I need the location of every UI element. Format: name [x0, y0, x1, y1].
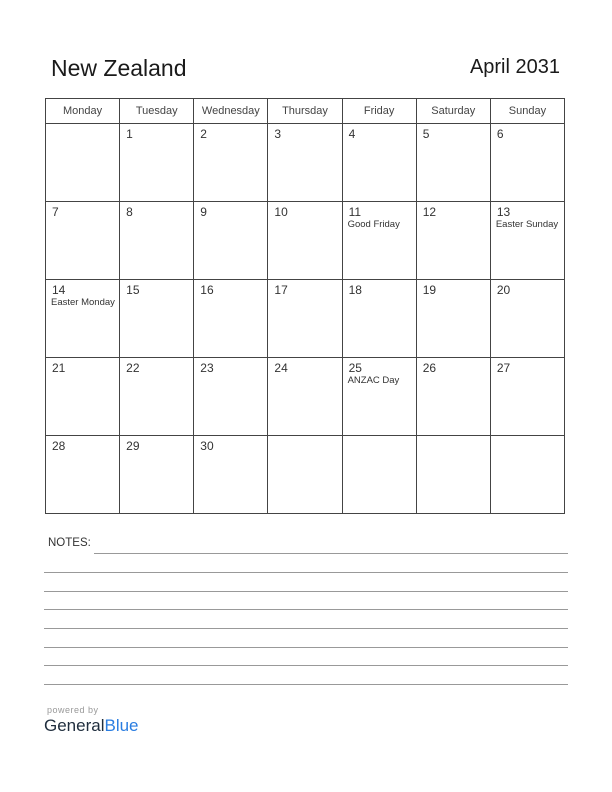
- notes-line: [44, 572, 568, 573]
- day-cell: [268, 202, 342, 280]
- day-cell: [416, 202, 490, 280]
- weekday-header: Wednesday: [194, 99, 268, 124]
- day-number: 17: [274, 283, 288, 297]
- day-cell: [416, 124, 490, 202]
- week-row: [46, 280, 565, 358]
- notes-line: [44, 591, 568, 592]
- notes-line: [44, 628, 568, 629]
- notes-line: [44, 684, 568, 685]
- week-row: [46, 436, 565, 514]
- weekday-header: Friday: [342, 99, 416, 124]
- generalblue-logo[interactable]: [44, 716, 139, 736]
- notes-label: NOTES:: [48, 537, 91, 549]
- day-number: 20: [496, 283, 511, 297]
- day-number: 4: [348, 127, 356, 141]
- calendar-grid: [45, 98, 565, 514]
- weekday-header-row: [46, 99, 565, 124]
- day-number: 24: [274, 361, 288, 375]
- day-number: 9: [200, 205, 207, 219]
- day-cell: [46, 280, 120, 358]
- country-title: New Zealand: [51, 55, 187, 81]
- day-cell: [194, 202, 268, 280]
- day-cell: [268, 358, 342, 436]
- week-row: [46, 124, 565, 202]
- day-cell: [194, 124, 268, 202]
- day-number: 28: [52, 439, 66, 453]
- day-cell: [416, 280, 490, 358]
- day-cell: [342, 124, 416, 202]
- day-cell: [490, 124, 564, 202]
- day-number: 18: [348, 283, 362, 297]
- day-number: 11: [348, 205, 362, 219]
- holiday-label: ANZAC Day: [347, 375, 400, 386]
- day-cell: [46, 202, 120, 280]
- notes-line: [44, 609, 568, 610]
- day-cell: [342, 436, 416, 514]
- day-number: 14: [52, 283, 66, 297]
- day-cell: [120, 202, 194, 280]
- day-number: 29: [126, 439, 140, 453]
- day-cell: [268, 436, 342, 514]
- powered-by-text: powered by: [47, 705, 99, 715]
- day-cell: [268, 124, 342, 202]
- day-number: 5: [422, 127, 430, 141]
- weekday-header: Sunday: [490, 99, 564, 124]
- day-number: 25: [348, 361, 362, 375]
- day-cell: [268, 280, 342, 358]
- day-number: 19: [422, 283, 437, 297]
- day-cell: [342, 358, 416, 436]
- day-number: 30: [200, 439, 214, 453]
- day-cell: [120, 124, 194, 202]
- day-cell: [120, 436, 194, 514]
- day-number: 7: [52, 205, 59, 219]
- day-number: 10: [274, 205, 288, 219]
- month-year-title: April 2031: [469, 56, 560, 78]
- day-cell: [490, 436, 564, 514]
- day-number: 12: [422, 205, 437, 219]
- notes-line: [94, 553, 568, 554]
- day-cell: [416, 436, 490, 514]
- holiday-label: Good Friday: [347, 219, 400, 230]
- day-cell: [194, 280, 268, 358]
- day-cell: [490, 202, 564, 280]
- weekday-header: Saturday: [416, 99, 490, 124]
- day-cell: [342, 280, 416, 358]
- notes-line: [44, 647, 568, 648]
- day-cell: [416, 358, 490, 436]
- day-cell: [46, 124, 120, 202]
- day-number: 6: [496, 127, 504, 141]
- day-number: 16: [200, 283, 214, 297]
- day-number: 22: [126, 361, 140, 375]
- weekday-header: Thursday: [268, 99, 342, 124]
- day-cell: [342, 202, 416, 280]
- day-number: 2: [200, 127, 207, 141]
- notes-line: [44, 665, 568, 666]
- day-cell: [490, 358, 564, 436]
- day-cell: [194, 436, 268, 514]
- day-cell: [490, 280, 564, 358]
- holiday-label: Easter Sunday: [495, 219, 559, 230]
- logo-blue-text: Blue: [104, 716, 139, 735]
- day-cell: [46, 436, 120, 514]
- weekday-header: Monday: [46, 99, 120, 124]
- weekday-header: Tuesday: [120, 99, 194, 124]
- holiday-label: Easter Monday: [51, 297, 115, 308]
- day-number: 8: [126, 205, 133, 219]
- day-cell: [194, 358, 268, 436]
- day-number: 13: [496, 205, 511, 219]
- day-number: 1: [126, 127, 133, 141]
- week-row: [46, 202, 565, 280]
- logo-general-text: General: [44, 716, 105, 735]
- day-number: 15: [126, 283, 140, 297]
- day-cell: [120, 358, 194, 436]
- day-number: 3: [274, 127, 282, 141]
- day-number: 21: [52, 361, 66, 375]
- day-cell: [46, 358, 120, 436]
- day-cell: [120, 280, 194, 358]
- day-number: 26: [422, 361, 437, 375]
- week-row: [46, 358, 565, 436]
- day-number: 23: [200, 361, 214, 375]
- day-number: 27: [496, 361, 511, 375]
